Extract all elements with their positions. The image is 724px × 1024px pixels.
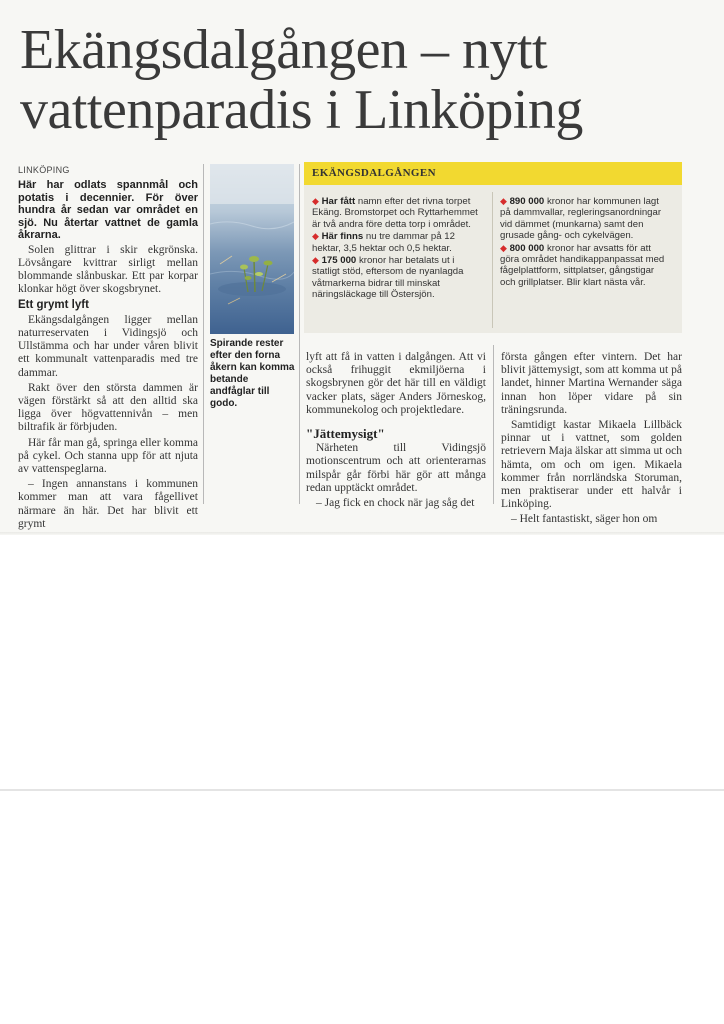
- fact-item: [312, 196, 484, 230]
- column-rule: [493, 345, 494, 504]
- body-paragraph: – Jag fick en chock när jag såg det: [316, 497, 475, 510]
- fact-item-lead: 175 000: [321, 255, 357, 267]
- fact-item-text: kronor har avsatts för att göra området handikappanpassat med fågelplattform, sittplatser, gångstigar och grillplatser. Blir klart nästa vår.: [500, 242, 665, 288]
- fact-item: [500, 196, 672, 242]
- body-paragraph: Här får man gå, springa eller komma på cykel. Och stanna upp för att njuta av vattenspeglarna.: [18, 436, 198, 475]
- fact-item-text: kronor har kommunen lagt på dammvallar, regleringsanordningar vid dämmet (munkarna) samt den grusade gång- och cykelvägen.: [500, 196, 662, 242]
- body-paragraph: lyft att få in vatten i dalgången. Att vi också frihuggit ekmiljöerna i skogsbrynen gör det här till en väldigt vacker plats, säger Anders Jörneskog, kommunekolog och projektledare.: [306, 351, 486, 416]
- diamond-bullet-icon: ◆: [312, 196, 319, 206]
- body-paragraph: – Ingen annanstans i kommunen kommer man att vara fågellivet närmare än här. Det har blivit ett grymt: [18, 478, 198, 530]
- fact-item: [312, 231, 484, 254]
- diamond-bullet-icon: ◆: [312, 231, 319, 242]
- fact-box-title: EKÄNGSDALGÅNGEN: [312, 167, 436, 179]
- body-paragraph: – Helt fantastiskt, säger hon om: [511, 513, 658, 526]
- article-column-4: [501, 351, 682, 529]
- body-paragraph: Ekängsdalgången ligger mellan naturreservaten i Vidingsjö och Ullstämma och har under våren blivit ett kommunalt vattenparadis med tre dammar.: [18, 313, 198, 379]
- fact-box-divider: [492, 192, 493, 328]
- fact-item-text: namn efter det rivna torpet Ekäng. Bromstorpet och Ryttarhemmet är två andra före detta torp i området.: [312, 196, 478, 230]
- fact-item-text: kronor har betalats ut i statligt stöd, eftersom de nyanlagda våtmarkerna bidrar till minskat näringsläckage till Östersjön.: [312, 255, 464, 301]
- fact-item-lead: 800 000: [509, 242, 545, 254]
- fact-box-column-left: [312, 196, 484, 302]
- fact-item-lead: 890 000: [509, 196, 545, 207]
- subheading: Ett grymt lyft: [18, 298, 89, 311]
- fact-box: [304, 162, 682, 333]
- fact-item-lead: Har fått: [321, 196, 356, 207]
- article-column-1: [18, 164, 198, 533]
- column-rule: [299, 164, 300, 504]
- subheading: "Jättemysigt": [306, 426, 385, 442]
- fact-item: [312, 255, 484, 301]
- fact-item-text: nu tre dammar på 12 hektar, 3,5 hektar och 0,5 hektar.: [312, 231, 455, 254]
- diamond-bullet-icon: ◆: [500, 196, 507, 206]
- column-rule: [203, 164, 204, 504]
- sprouting-plants-illustration: [210, 164, 294, 334]
- diamond-bullet-icon: ◆: [500, 242, 507, 253]
- body-paragraph: första gången efter vintern. Det har blivit jättemysigt, som att komma ut på landet, hinner Martina Wernander säga innan hon löper vidare på sin träningsrunda.: [501, 351, 682, 416]
- fact-item: [500, 243, 672, 289]
- body-paragraph: Rakt över den största dammen är vägen förstärkt så att den alltid ska ligga över högvattennivån – men biltrafik är förbjuden.: [18, 381, 198, 434]
- fact-box-column-right: [500, 196, 672, 289]
- fact-item-lead: Här finns: [321, 231, 364, 243]
- body-paragraph: Närheten till Vidingsjö motionscentrum och att orienterarnas milspår går förbi här gör att många redan upptäckt området.: [306, 442, 486, 494]
- body-paragraph: Samtidigt kastar Mikaela Lillbäck pinnar ut i vattnet, som golden retrievern Maja älskar att simma ut och hämta, om och om igen. Mikaela kommer från norrländska Storuman, men praktiserar under ett halvår i Linköping.: [501, 419, 682, 511]
- water-plants-photo: [210, 164, 294, 334]
- lead-paragraph: Här har odlats spannmål och potatis i decennier. För över hundra år sedan var området en sjö. Nu återtar vattnet de gamla åkrarna.: [18, 179, 198, 242]
- fact-box-header: [304, 162, 682, 185]
- article-column-3: [306, 351, 486, 512]
- body-paragraph: Solen glittrar i skir ekgrönska. Lövsångare kvittrar sirligt mellan blommande slånbuskar. Ett par korpar klonkar högt över skogsbrynet.: [18, 243, 198, 296]
- dateline: LINKÖPING: [18, 165, 70, 175]
- clipping-edge: [0, 532, 724, 535]
- diamond-bullet-icon: ◆: [312, 255, 319, 266]
- headline: Ekängsdalgången – nytt vattenparadis i Linköping: [20, 19, 583, 141]
- scan-line: [0, 789, 724, 791]
- photo-caption: Spirande rester efter den forna åkern kan komma betande andfåglar till godo.: [210, 338, 295, 409]
